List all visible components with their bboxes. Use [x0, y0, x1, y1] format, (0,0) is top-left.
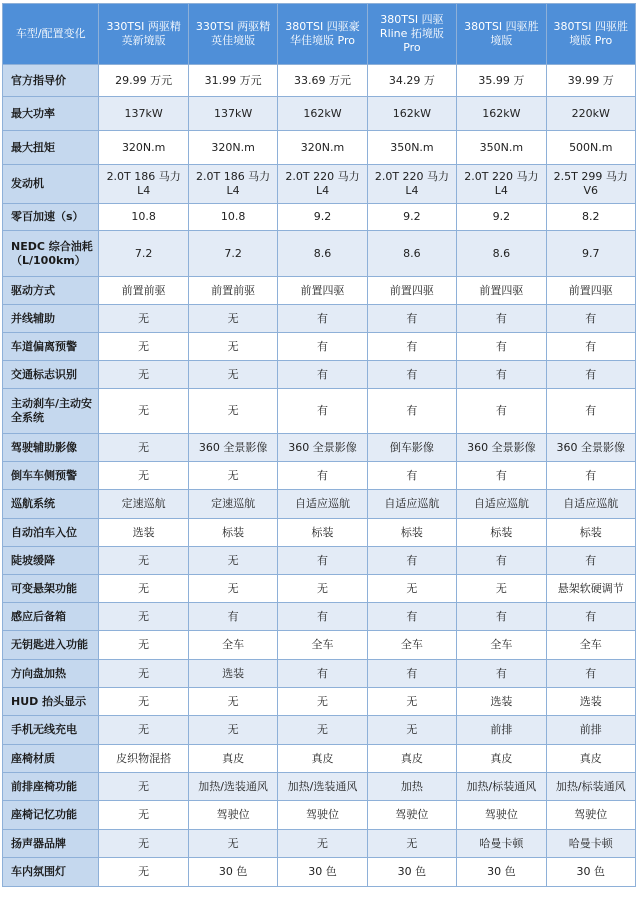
table-cell: 定速巡航 [99, 490, 188, 519]
table-cell: 有 [367, 603, 456, 631]
table-cell: 有 [457, 603, 546, 631]
table-cell: 无 [99, 660, 188, 688]
table-row [3, 165, 636, 204]
table-row [3, 603, 636, 631]
table-cell: 有 [278, 305, 367, 333]
table-cell: 有 [367, 462, 456, 490]
row-label: 手机无线充电 [3, 716, 99, 745]
table-cell: 全车 [278, 631, 367, 660]
table-cell: 无 [188, 361, 277, 389]
table-cell: 标装 [457, 519, 546, 547]
table-cell: 2.0T 220 马力 L4 [278, 165, 367, 204]
table-cell: 选装 [457, 688, 546, 716]
table-row [3, 745, 636, 773]
table-cell: 真皮 [278, 745, 367, 773]
table-cell: 真皮 [367, 745, 456, 773]
table-cell: 无 [367, 688, 456, 716]
row-label: 倒车车侧预警 [3, 462, 99, 490]
table-row [3, 204, 636, 231]
table-cell: 有 [278, 547, 367, 575]
row-label: 官方指导价 [3, 65, 99, 97]
table-cell: 31.99 万元 [188, 65, 277, 97]
table-cell: 前排 [546, 716, 635, 745]
table-cell: 有 [546, 361, 635, 389]
table-cell: 2.0T 186 马力 L4 [99, 165, 188, 204]
corner-header: 车型/配置变化 [3, 4, 99, 65]
table-cell: 有 [546, 547, 635, 575]
table-cell: 360 全景影像 [278, 434, 367, 462]
table-row [3, 773, 636, 801]
table-row [3, 519, 636, 547]
table-cell: 30 色 [457, 858, 546, 887]
table-cell: 无 [99, 333, 188, 361]
row-label: 车道偏离预警 [3, 333, 99, 361]
table-cell: 无 [99, 858, 188, 887]
table-cell: 定速巡航 [188, 490, 277, 519]
row-label: 座椅记忆功能 [3, 801, 99, 830]
table-cell: 无 [188, 716, 277, 745]
table-cell: 有 [278, 462, 367, 490]
table-cell: 有 [546, 305, 635, 333]
table-cell: 悬架软硬调节 [546, 575, 635, 603]
table-cell: 无 [188, 575, 277, 603]
table-cell: 无 [278, 688, 367, 716]
table-row [3, 688, 636, 716]
table-cell: 9.2 [367, 204, 456, 231]
table-cell: 无 [457, 575, 546, 603]
table-cell: 无 [188, 389, 277, 434]
table-cell: 35.99 万 [457, 65, 546, 97]
table-cell: 有 [278, 333, 367, 361]
table-cell: 有 [457, 361, 546, 389]
row-label: 可变悬架功能 [3, 575, 99, 603]
table-cell: 加热 [367, 773, 456, 801]
table-cell: 无 [99, 434, 188, 462]
table-cell: 前置前驱 [188, 277, 277, 305]
table-cell: 有 [278, 603, 367, 631]
table-cell: 有 [546, 603, 635, 631]
table-cell: 真皮 [188, 745, 277, 773]
table-cell: 前置前驱 [99, 277, 188, 305]
table-row [3, 858, 636, 887]
table-cell: 有 [367, 547, 456, 575]
table-row [3, 277, 636, 305]
table-cell: 有 [546, 333, 635, 361]
table-cell: 无 [99, 361, 188, 389]
table-cell: 33.69 万元 [278, 65, 367, 97]
table-cell: 有 [367, 389, 456, 434]
table-cell: 9.2 [457, 204, 546, 231]
table-cell: 有 [367, 305, 456, 333]
column-header: 380TSI 四驱胜境版 Pro [546, 4, 635, 65]
table-row [3, 801, 636, 830]
table-cell: 2.0T 220 马力 L4 [457, 165, 546, 204]
table-cell: 8.2 [546, 204, 635, 231]
table-cell: 8.6 [278, 231, 367, 277]
table-row [3, 231, 636, 277]
table-cell: 137kW [188, 97, 277, 131]
table-cell: 320N.m [278, 131, 367, 165]
table-cell: 有 [546, 462, 635, 490]
table-cell: 162kW [457, 97, 546, 131]
table-cell: 无 [188, 305, 277, 333]
table-cell: 360 全景影像 [457, 434, 546, 462]
column-header: 380TSI 四驱胜境版 [457, 4, 546, 65]
table-row [3, 333, 636, 361]
row-label: 最大功率 [3, 97, 99, 131]
table-row [3, 575, 636, 603]
row-label: 方向盘加热 [3, 660, 99, 688]
table-cell: 真皮 [457, 745, 546, 773]
table-cell: 34.29 万 [367, 65, 456, 97]
table-cell: 220kW [546, 97, 635, 131]
row-label: 最大扭矩 [3, 131, 99, 165]
table-cell: 9.2 [278, 204, 367, 231]
table-cell: 哈曼卡顿 [546, 830, 635, 858]
table-cell: 哈曼卡顿 [457, 830, 546, 858]
table-row [3, 65, 636, 97]
row-label: 无钥匙进入功能 [3, 631, 99, 660]
table-cell: 无 [99, 547, 188, 575]
table-cell: 前置四驱 [546, 277, 635, 305]
table-cell: 有 [457, 462, 546, 490]
table-cell: 全车 [367, 631, 456, 660]
table-cell: 162kW [367, 97, 456, 131]
table-cell: 加热/标装通风 [546, 773, 635, 801]
table-cell: 39.99 万 [546, 65, 635, 97]
row-label: 零百加速（s） [3, 204, 99, 231]
table-row [3, 547, 636, 575]
table-row [3, 389, 636, 434]
table-cell: 皮织物混搭 [99, 745, 188, 773]
table-row [3, 434, 636, 462]
table-cell: 无 [99, 688, 188, 716]
table-cell: 有 [367, 333, 456, 361]
row-label: 驱动方式 [3, 277, 99, 305]
table-cell: 有 [278, 389, 367, 434]
table-row [3, 305, 636, 333]
spec-comparison-table [2, 3, 636, 887]
table-cell: 加热/选装通风 [278, 773, 367, 801]
header-row [3, 4, 636, 65]
table-cell: 自适应巡航 [278, 490, 367, 519]
table-cell: 无 [367, 830, 456, 858]
table-cell: 29.99 万元 [99, 65, 188, 97]
table-cell: 全车 [457, 631, 546, 660]
table-cell: 320N.m [99, 131, 188, 165]
table-cell: 标装 [188, 519, 277, 547]
table-cell: 全车 [188, 631, 277, 660]
table-cell: 倒车影像 [367, 434, 456, 462]
table-cell: 驾驶位 [546, 801, 635, 830]
table-cell: 无 [99, 716, 188, 745]
table-cell: 前排 [457, 716, 546, 745]
table-cell: 350N.m [457, 131, 546, 165]
row-label: 车内氛围灯 [3, 858, 99, 887]
table-cell: 有 [278, 660, 367, 688]
table-row [3, 631, 636, 660]
table-cell: 无 [99, 830, 188, 858]
row-label: 驾驶辅助影像 [3, 434, 99, 462]
table-cell: 320N.m [188, 131, 277, 165]
table-cell: 无 [99, 801, 188, 830]
table-cell: 有 [457, 305, 546, 333]
table-cell: 加热/标装通风 [457, 773, 546, 801]
table-cell: 30 色 [278, 858, 367, 887]
table-cell: 无 [188, 333, 277, 361]
row-label: HUD 抬头显示 [3, 688, 99, 716]
table-cell: 无 [99, 773, 188, 801]
table-cell: 350N.m [367, 131, 456, 165]
table-cell: 无 [99, 575, 188, 603]
table-cell: 有 [457, 333, 546, 361]
table-cell: 30 色 [188, 858, 277, 887]
table-cell: 8.6 [367, 231, 456, 277]
table-row [3, 716, 636, 745]
table-cell: 137kW [99, 97, 188, 131]
table-cell: 无 [278, 830, 367, 858]
table-cell: 10.8 [99, 204, 188, 231]
table-cell: 有 [457, 660, 546, 688]
table-cell: 162kW [278, 97, 367, 131]
table-cell: 选装 [546, 688, 635, 716]
table-cell: 标装 [367, 519, 456, 547]
table-cell: 真皮 [546, 745, 635, 773]
table-row [3, 830, 636, 858]
table-cell: 2.0T 186 马力 L4 [188, 165, 277, 204]
table-cell: 2.5T 299 马力 V6 [546, 165, 635, 204]
row-label: 交通标志识别 [3, 361, 99, 389]
table-cell: 驾驶位 [278, 801, 367, 830]
table-cell: 30 色 [367, 858, 456, 887]
table-cell: 有 [457, 547, 546, 575]
table-cell: 360 全景影像 [546, 434, 635, 462]
table-cell: 无 [188, 462, 277, 490]
table-cell: 无 [367, 575, 456, 603]
row-label: 巡航系统 [3, 490, 99, 519]
table-cell: 前置四驱 [367, 277, 456, 305]
table-cell: 标装 [546, 519, 635, 547]
row-label: 发动机 [3, 165, 99, 204]
table-cell: 有 [546, 389, 635, 434]
table-cell: 有 [457, 389, 546, 434]
column-header: 330TSI 两驱精英新境版 [99, 4, 188, 65]
table-cell: 驾驶位 [367, 801, 456, 830]
row-label: 前排座椅功能 [3, 773, 99, 801]
table-cell: 无 [188, 547, 277, 575]
column-header: 380TSI 四驱豪华佳境版 Pro [278, 4, 367, 65]
table-cell: 全车 [546, 631, 635, 660]
table-cell: 标装 [278, 519, 367, 547]
table-row [3, 361, 636, 389]
table-cell: 无 [99, 389, 188, 434]
table-cell: 有 [546, 660, 635, 688]
row-label: 感应后备箱 [3, 603, 99, 631]
table-row [3, 131, 636, 165]
table-cell: 驾驶位 [188, 801, 277, 830]
table-cell: 8.6 [457, 231, 546, 277]
table-cell: 无 [188, 830, 277, 858]
table-cell: 有 [188, 603, 277, 631]
row-label: 陡坡缓降 [3, 547, 99, 575]
table-cell: 有 [367, 660, 456, 688]
table-cell: 500N.m [546, 131, 635, 165]
table-cell: 2.0T 220 马力 L4 [367, 165, 456, 204]
row-label: 自动泊车入位 [3, 519, 99, 547]
table-cell: 选装 [99, 519, 188, 547]
table-cell: 无 [188, 688, 277, 716]
table-cell: 有 [367, 361, 456, 389]
column-header: 380TSI 四驱 Rline 拓境版 Pro [367, 4, 456, 65]
table-cell: 自适应巡航 [367, 490, 456, 519]
table-cell: 无 [278, 575, 367, 603]
table-body [3, 65, 636, 887]
table-cell: 9.7 [546, 231, 635, 277]
table-cell: 加热/选装通风 [188, 773, 277, 801]
row-label: NEDC 综合油耗（L/100km） [3, 231, 99, 277]
table-cell: 前置四驱 [457, 277, 546, 305]
table-row [3, 660, 636, 688]
table-cell: 7.2 [188, 231, 277, 277]
table-cell: 无 [99, 631, 188, 660]
table-cell: 7.2 [99, 231, 188, 277]
table-row [3, 462, 636, 490]
table-cell: 前置四驱 [278, 277, 367, 305]
column-header: 330TSI 两驱精英佳境版 [188, 4, 277, 65]
table-cell: 30 色 [546, 858, 635, 887]
table-row [3, 97, 636, 131]
table-cell: 自适应巡航 [546, 490, 635, 519]
table-row [3, 490, 636, 519]
table-cell: 有 [278, 361, 367, 389]
table-cell: 选装 [188, 660, 277, 688]
table-cell: 自适应巡航 [457, 490, 546, 519]
table-cell: 无 [99, 603, 188, 631]
table-cell: 无 [99, 462, 188, 490]
table-cell: 10.8 [188, 204, 277, 231]
table-cell: 无 [367, 716, 456, 745]
row-label: 扬声器品牌 [3, 830, 99, 858]
row-label: 座椅材质 [3, 745, 99, 773]
table-cell: 无 [278, 716, 367, 745]
row-label: 主动刹车/主动安全系统 [3, 389, 99, 434]
table-cell: 无 [99, 305, 188, 333]
table-cell: 驾驶位 [457, 801, 546, 830]
table-cell: 360 全景影像 [188, 434, 277, 462]
row-label: 并线辅助 [3, 305, 99, 333]
